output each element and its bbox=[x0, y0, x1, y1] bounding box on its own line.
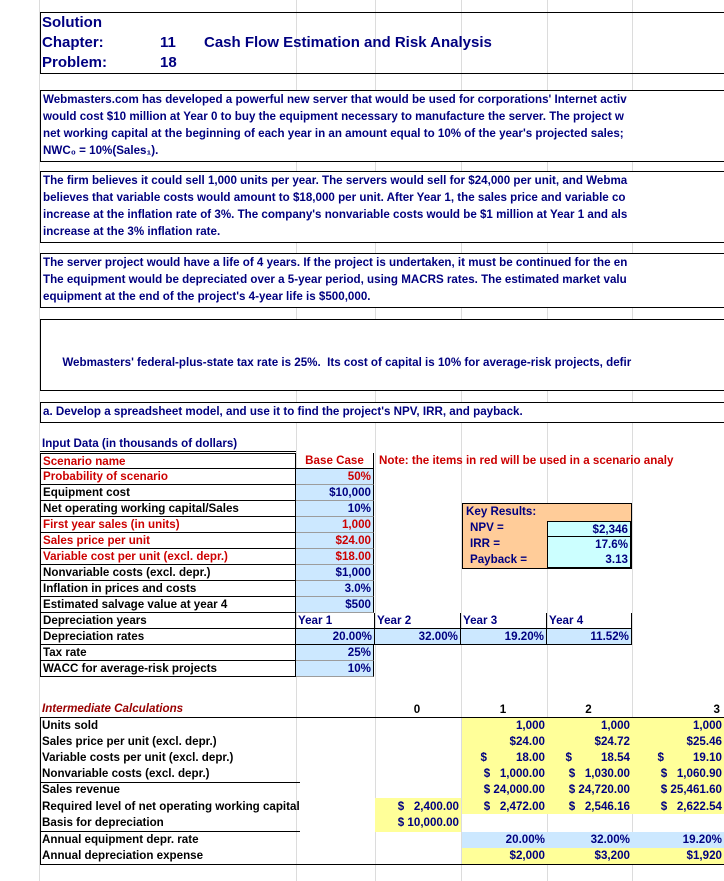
input-value-probability[interactable]: 50% bbox=[296, 469, 374, 485]
text-line: Webmasters.com has developed a powerful new server that would be used for corporations' Internet activ bbox=[43, 93, 627, 106]
calc-label-nowc: Required level of net operating working capital bbox=[42, 800, 300, 813]
irr-label: IRR = bbox=[470, 537, 500, 550]
part-a-box bbox=[40, 402, 724, 423]
depr-year-1: Year 1 bbox=[296, 613, 375, 629]
paragraph-1 bbox=[40, 90, 724, 162]
input-label-variable-cost: Variable cost per unit (excl. depr.) bbox=[40, 549, 296, 565]
solution-heading: Solution bbox=[42, 14, 102, 31]
nonvariable-costs-y1: $ 1,000.00 bbox=[483, 767, 545, 780]
text-line: would cost $10 million at Year 0 to buy the equipment necessary to manufacture the server. The project w bbox=[43, 110, 624, 123]
text-line: believes that variable costs would amount to $18,000 per unit. After Year 1, the sales price and variable co bbox=[43, 191, 626, 204]
divider bbox=[40, 718, 41, 864]
problem-number: 18 bbox=[160, 54, 177, 71]
input-label-tax-rate: Tax rate bbox=[40, 645, 296, 661]
input-label-nonvariable-costs: Nonvariable costs (excl. depr.) bbox=[40, 565, 296, 581]
irr-value: 17.6% bbox=[547, 537, 631, 553]
calc-label-sales-revenue: Sales revenue bbox=[42, 783, 120, 796]
input-label-salvage: Estimated salvage value at year 4 bbox=[40, 597, 296, 613]
calc-label-depr-expense: Annual depreciation expense bbox=[42, 849, 204, 862]
text-line: net working capital at the beginning of each year in an amount equal to 10% of the year's projected sales; bbox=[43, 127, 624, 140]
text-line: The server project would have a life of 4 years. If the project is undertaken, it must be continued for the en bbox=[43, 256, 628, 269]
depr-rate-4[interactable]: 11.52% bbox=[547, 629, 632, 645]
depr-rate-y2: 32.00% bbox=[590, 833, 630, 846]
units-sold-y3: 1,000 bbox=[692, 719, 722, 732]
calc-label-sales-price: Sales price per unit (excl. depr.) bbox=[42, 735, 217, 748]
input-label-depr-rates: Depreciation rates bbox=[40, 629, 296, 645]
chapter-label: Chapter: bbox=[42, 34, 104, 51]
depr-rate-y3: 19.20% bbox=[682, 833, 722, 846]
input-value-sales-price[interactable]: $24.00 bbox=[296, 533, 374, 549]
text-line: Webmasters' federal-plus-state tax rate is 25%. Its cost of capital is 10% for average-risk projects, defir bbox=[43, 356, 632, 369]
input-label-scenario-name: Scenario name bbox=[40, 453, 296, 469]
input-label-equipment-cost: Equipment cost bbox=[40, 485, 296, 501]
calc-label-units-sold: Units sold bbox=[42, 719, 99, 732]
intermediate-title: Intermediate Calculations bbox=[42, 702, 184, 715]
depr-expense-y3: $1,920 bbox=[686, 849, 722, 862]
year-header-3: 3 bbox=[713, 703, 720, 716]
nowc-y1: $ 2,472.00 bbox=[483, 800, 545, 813]
chapter-title: Cash Flow Estimation and Risk Analysis bbox=[204, 34, 492, 51]
text-line: NWC₀ = 10%(Sales₁). bbox=[43, 144, 159, 157]
year-header-2: 2 bbox=[585, 703, 592, 716]
units-sold-y2: 1,000 bbox=[600, 719, 630, 732]
depr-rate-1[interactable]: 20.00% bbox=[296, 629, 375, 645]
input-value-inflation[interactable]: 3.0% bbox=[296, 581, 374, 597]
variable-costs-y2: $ 18.54 bbox=[565, 751, 630, 764]
sales-revenue-y2: $ 24,720.00 bbox=[568, 783, 630, 796]
depr-year-3: Year 3 bbox=[461, 613, 547, 629]
input-label-wacc: WACC for average-risk projects bbox=[40, 661, 296, 677]
npv-value: $2,346 bbox=[547, 521, 631, 537]
divider bbox=[40, 831, 300, 832]
calc-label-nonvariable-costs: Nonvariable costs (excl. depr.) bbox=[42, 767, 210, 780]
input-value-variable-cost[interactable]: $18.00 bbox=[296, 549, 374, 565]
part-a-text: a. Develop a spreadsheet model, and use it to find the project's NPV, IRR, and payback. bbox=[43, 405, 523, 418]
calc-label-depr-basis: Basis for depreciation bbox=[42, 816, 164, 829]
depr-year-4: Year 4 bbox=[547, 613, 632, 629]
text-line: The firm believes it could sell 1,000 units per year. The servers would sell for $24,000 per unit, and Webma bbox=[43, 174, 628, 187]
input-data-title: Input Data (in thousands of dollars) bbox=[42, 437, 238, 450]
payback-label: Payback = bbox=[470, 553, 528, 566]
sales-price-y1: $24.00 bbox=[509, 735, 545, 748]
key-results-title: Key Results: bbox=[466, 505, 537, 518]
divider bbox=[40, 451, 296, 452]
sales-revenue-y3: $ 25,461.60 bbox=[660, 783, 722, 796]
input-value-wacc[interactable]: 10% bbox=[296, 661, 374, 677]
sales-revenue-y1: $ 24,000.00 bbox=[483, 783, 545, 796]
nonvariable-costs-y2: $ 1,030.00 bbox=[568, 767, 630, 780]
input-label-nowc-sales: Net operating working capital/Sales bbox=[40, 501, 296, 517]
input-label-first-year-sales: First year sales (in units) bbox=[40, 517, 296, 533]
base-case-header: Base Case bbox=[296, 453, 374, 469]
depr-rate-2[interactable]: 32.00% bbox=[375, 629, 461, 645]
year-header-1: 1 bbox=[499, 703, 507, 716]
npv-label: NPV = bbox=[470, 521, 504, 534]
paragraph-2 bbox=[40, 171, 724, 243]
nowc-y0: $ 2,400.00 bbox=[397, 800, 459, 813]
scenario-note: Note: the items in red will be used in a scenario analy bbox=[379, 454, 674, 467]
depr-rate-y1: 20.00% bbox=[505, 833, 545, 846]
input-label-probability: Probability of scenario bbox=[40, 469, 296, 485]
calc-label-variable-costs: Variable costs per unit (excl. depr.) bbox=[42, 751, 234, 764]
sales-price-y2: $24.72 bbox=[594, 735, 630, 748]
input-value-nonvariable-costs[interactable]: $1,000 bbox=[296, 565, 374, 581]
header-box bbox=[40, 12, 724, 74]
variable-costs-y1: $ 18.00 bbox=[480, 751, 545, 764]
paragraph-3 bbox=[40, 253, 724, 308]
input-label-inflation: Inflation in prices and costs bbox=[40, 581, 296, 597]
year-header-0: 0 bbox=[413, 703, 421, 716]
variable-costs-y3: $ 19.10 bbox=[657, 751, 722, 764]
depr-rate-3[interactable]: 19.20% bbox=[461, 629, 547, 645]
input-value-first-year-sales[interactable]: 1,000 bbox=[296, 517, 374, 533]
problem-label: Problem: bbox=[42, 54, 108, 71]
input-label-sales-price: Sales price per unit bbox=[40, 533, 296, 549]
input-value-equipment-cost[interactable]: $10,000 bbox=[296, 485, 374, 501]
input-value-nowc-sales[interactable]: 10% bbox=[296, 501, 374, 517]
units-sold-y1: 1,000 bbox=[515, 719, 545, 732]
text-line: increase at the 3% inflation rate. bbox=[43, 225, 221, 238]
input-value-salvage[interactable]: $500 bbox=[296, 597, 374, 613]
divider bbox=[40, 782, 300, 783]
depr-basis-y0: $ 10,000.00 bbox=[397, 816, 459, 829]
payback-value: 3.13 bbox=[547, 552, 631, 568]
calc-label-depr-rate: Annual equipment depr. rate bbox=[42, 833, 199, 846]
text-line: The equipment would be depreciated over a 5-year period, using MACRS rates. The estimated market valu bbox=[43, 273, 627, 286]
input-label-depr-years: Depreciation years bbox=[40, 613, 296, 629]
paragraph-4 bbox=[40, 319, 724, 391]
depr-expense-y1: $2,000 bbox=[509, 849, 545, 862]
nonvariable-costs-y3: $ 1,060.90 bbox=[660, 767, 722, 780]
depr-year-2: Year 2 bbox=[375, 613, 461, 629]
nowc-y2: $ 2,546.16 bbox=[568, 800, 630, 813]
depr-expense-y2: $3,200 bbox=[594, 849, 630, 862]
input-value-tax-rate[interactable]: 25% bbox=[296, 645, 374, 661]
chapter-number: 11 bbox=[160, 34, 176, 51]
divider bbox=[40, 864, 724, 865]
nowc-y3: $ 2,622.54 bbox=[660, 800, 722, 813]
text-line: equipment at the end of the project's 4-year life is $500,000. bbox=[43, 290, 371, 303]
sales-price-y3: $25.46 bbox=[686, 735, 722, 748]
text-line: increase at the inflation rate of 3%. The company's nonvariable costs would be $1 million at Year 1 and als bbox=[43, 208, 628, 221]
